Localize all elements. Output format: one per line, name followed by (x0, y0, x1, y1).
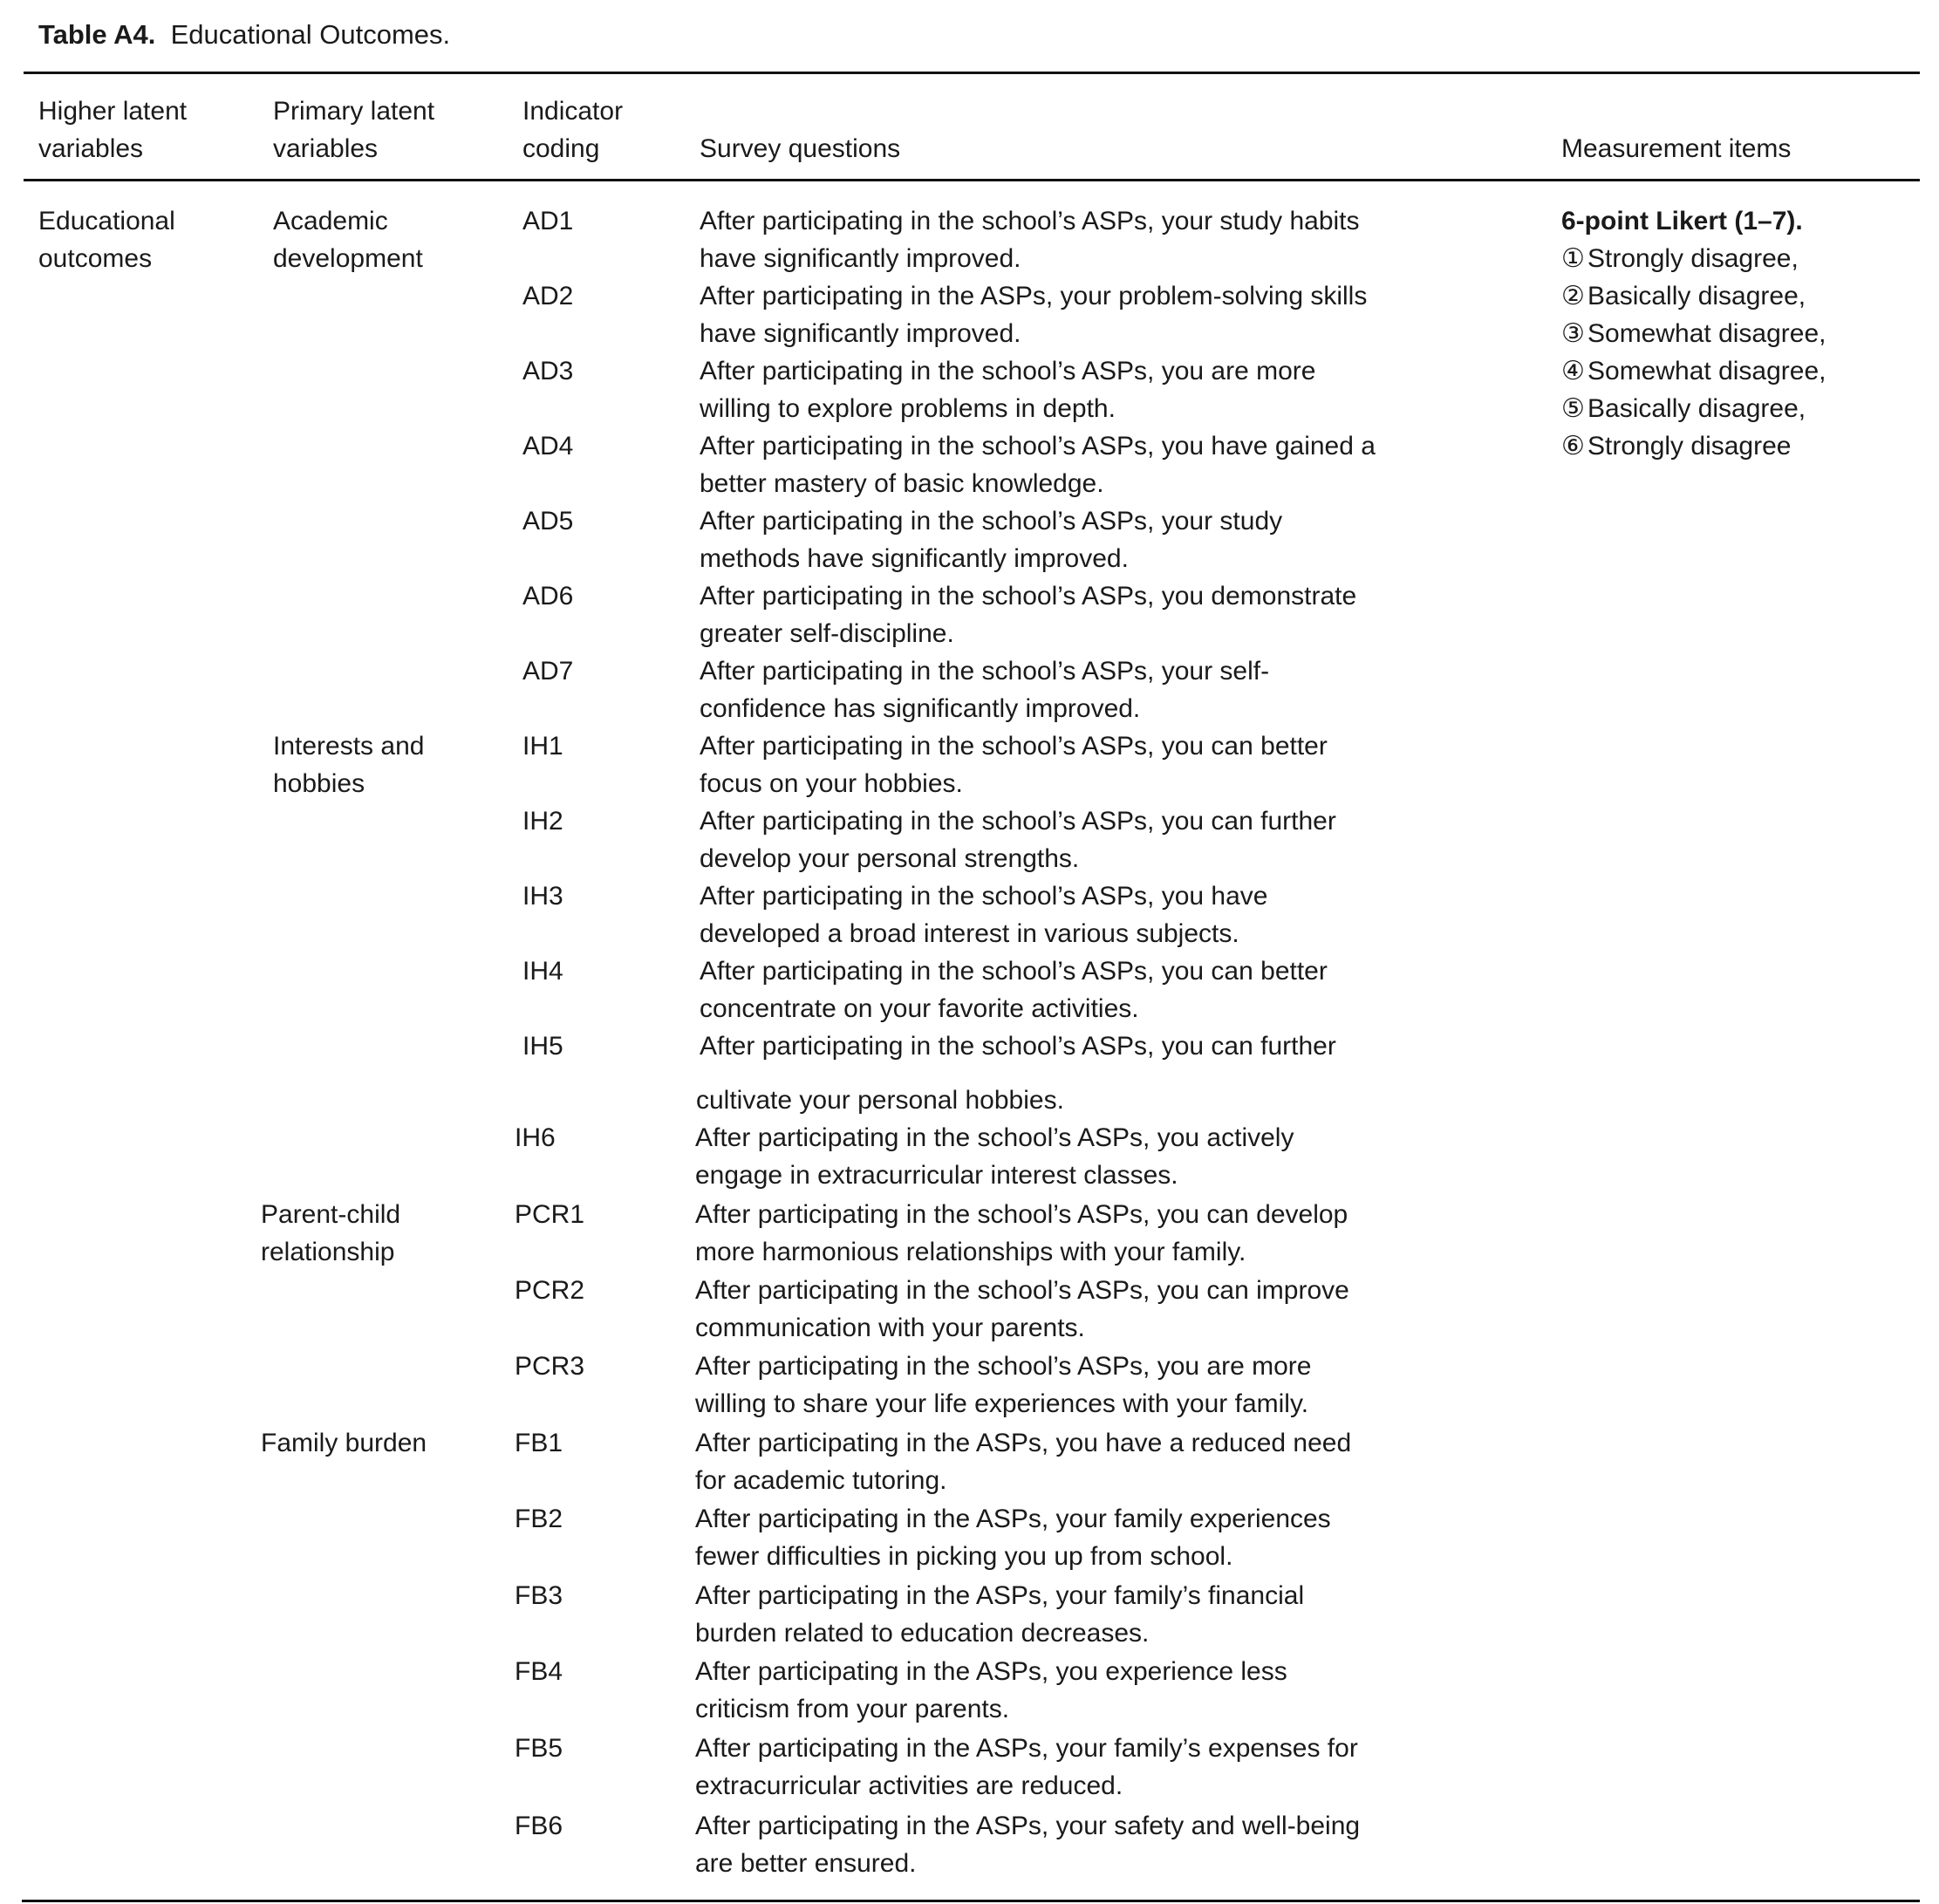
measurement-items (1561, 202, 1826, 465)
top-rule (24, 72, 1920, 74)
question-line: methods have significantly improved. (700, 544, 1129, 573)
question-line: After participating in the school’s ASPs, you have gained a (700, 432, 1376, 461)
indicator-code: AD4 (522, 432, 574, 461)
survey-question (700, 427, 1376, 502)
likert-option (1561, 240, 1826, 277)
circled-number: ⑥ (1561, 432, 1585, 461)
circled-number: ④ (1561, 357, 1585, 386)
cell-text: Parent-child (261, 1200, 401, 1229)
question-line: cultivate your personal hobbies. (696, 1086, 1064, 1115)
question-line: confidence has significantly improved. (700, 694, 1141, 723)
question-line: developed a broad interest in various subjects. (700, 919, 1239, 948)
question-line: willing to explore problems in depth. (700, 394, 1116, 423)
indicator-code: PCR1 (515, 1200, 585, 1229)
circled-number: ⑤ (1561, 394, 1585, 423)
header-text: Primary latent (273, 97, 435, 126)
question-line: After participating in the ASPs, your family experiences (695, 1505, 1331, 1533)
survey-question (696, 1027, 1336, 1119)
cell-text: Interests and (273, 732, 425, 761)
circled-number: ② (1561, 282, 1585, 311)
header-indicator-coding (522, 92, 623, 167)
likert-option (1561, 390, 1826, 427)
question-line: have significantly improved. (700, 319, 1021, 348)
indicator-code: FB6 (515, 1812, 563, 1840)
cell-text: development (273, 244, 423, 273)
question-line: After participating in the ASPs, your family’s expenses for (695, 1734, 1358, 1763)
cell-text: outcomes (38, 244, 153, 273)
indicator-code: AD7 (522, 657, 574, 686)
survey-question (700, 202, 1360, 277)
survey-question (700, 277, 1367, 352)
question-line: extracurricular activities are reduced. (695, 1771, 1123, 1800)
question-line: criticism from your parents. (695, 1695, 1010, 1723)
group-family-burden (261, 1424, 427, 1462)
survey-question (700, 577, 1356, 652)
indicator-code: FB5 (515, 1734, 563, 1763)
likert-option (1561, 427, 1826, 465)
question-line: After participating in the school’s ASPs, you can better (700, 957, 1328, 986)
group-academic-development (273, 202, 423, 277)
survey-question (700, 502, 1282, 577)
survey-question (695, 1272, 1349, 1347)
survey-question (695, 1807, 1360, 1882)
likert-label: Basically disagree, (1587, 282, 1806, 311)
cell-text: relationship (261, 1238, 395, 1266)
survey-question (700, 802, 1336, 877)
cell-text: Educational (38, 207, 175, 235)
question-line: have significantly improved. (700, 244, 1021, 273)
indicator-code: PCR3 (515, 1352, 585, 1381)
header-text: coding (522, 134, 600, 163)
question-line: After participating in the school’s ASPs, you are more (695, 1352, 1312, 1381)
question-line: better mastery of basic knowledge. (700, 469, 1104, 498)
question-line: greater self-discipline. (700, 619, 954, 648)
header-survey-questions: Survey questions (700, 134, 901, 163)
question-line: After participating in the ASPs, you have a reduced need (695, 1429, 1352, 1457)
header-text: variables (38, 134, 144, 163)
header-rule (24, 179, 1920, 181)
indicator-code: AD1 (522, 207, 574, 235)
likert-list (1561, 240, 1826, 465)
indicator-code: AD6 (522, 582, 574, 611)
survey-question (695, 1500, 1331, 1575)
header-higher-latent (38, 92, 187, 167)
indicator-code: IH5 (522, 1032, 563, 1061)
cell-text: hobbies (273, 769, 365, 798)
group-interests-hobbies (273, 727, 424, 802)
question-line: communication with your parents. (695, 1314, 1085, 1342)
header-text: Higher latent (38, 97, 188, 126)
indicator-code: IH3 (522, 882, 563, 911)
indicator-code: FB4 (515, 1657, 563, 1686)
survey-question (695, 1577, 1304, 1652)
question-line: for academic tutoring. (695, 1466, 947, 1495)
question-line: burden related to education decreases. (695, 1619, 1150, 1648)
likert-option (1561, 352, 1826, 390)
indicator-code: IH2 (522, 807, 563, 836)
question-line: After participating in the school’s ASPs, your study habits (700, 207, 1360, 235)
indicator-code: FB3 (515, 1581, 563, 1610)
question-line: focus on your hobbies. (700, 769, 963, 798)
survey-question (700, 952, 1328, 1027)
indicator-code: IH4 (522, 957, 563, 986)
question-line: After participating in the school’s ASPs, you can better (700, 732, 1328, 761)
likert-option (1561, 315, 1826, 352)
question-line: After participating in the school’s ASPs, your self- (700, 657, 1270, 686)
question-line: After participating in the ASPs, you experience less (695, 1657, 1287, 1686)
question-line: fewer difficulties in picking you up from school. (695, 1542, 1233, 1571)
likert-label: Somewhat disagree, (1587, 357, 1826, 386)
survey-question (700, 727, 1328, 802)
cell-text: Academic (273, 207, 388, 235)
question-line: After participating in the school’s ASPs, your study (700, 507, 1283, 536)
question-line: After participating in the school’s ASPs, you can improve (695, 1276, 1349, 1305)
header-text: Indicator (522, 97, 624, 126)
question-line: After participating in the school’s ASPs, you actively (695, 1123, 1294, 1152)
likert-label: Strongly disagree (1587, 432, 1792, 461)
question-line: After participating in the ASPs, your problem-solving skills (700, 282, 1368, 311)
survey-question (695, 1653, 1287, 1728)
question-line: concentrate on your favorite activities. (700, 994, 1139, 1023)
likert-label: Somewhat disagree, (1587, 319, 1826, 348)
question-line: After participating in the ASPs, your safety and well-being (695, 1812, 1361, 1840)
question-line: After participating in the school’s ASPs, you can further (700, 1032, 1336, 1061)
question-line: After participating in the ASPs, your family’s financial (695, 1581, 1305, 1610)
indicator-code: AD5 (522, 507, 574, 536)
table-title (38, 16, 450, 54)
survey-question (695, 1196, 1348, 1271)
survey-question (700, 652, 1269, 727)
circled-number: ③ (1561, 319, 1585, 348)
question-line: After participating in the school’s ASPs, you are more (700, 357, 1316, 386)
indicator-code: IH1 (522, 732, 563, 761)
survey-question (700, 352, 1315, 427)
survey-question (700, 877, 1268, 952)
indicator-code: AD2 (522, 282, 574, 311)
question-line: After participating in the school’s ASPs, you have (700, 882, 1268, 911)
question-line: After participating in the school’s ASPs, you can develop (695, 1200, 1348, 1229)
question-line: more harmonious relationships with your family. (695, 1238, 1246, 1266)
bottom-rule (22, 1900, 1920, 1902)
survey-question (695, 1119, 1294, 1194)
survey-question (695, 1348, 1311, 1423)
header-text: variables (273, 134, 379, 163)
table-caption: Educational Outcomes. (170, 19, 451, 50)
header-primary-latent (273, 92, 434, 167)
table-label: Table A4. (38, 19, 156, 50)
indicator-code: AD3 (522, 357, 574, 386)
indicator-code: IH6 (515, 1123, 556, 1152)
header-measurement-items: Measurement items (1561, 134, 1792, 163)
likert-label: Strongly disagree, (1587, 244, 1799, 273)
question-line: After participating in the school’s ASPs, you demonstrate (700, 582, 1357, 611)
circled-number: ① (1561, 244, 1585, 273)
question-line: willing to share your life experiences with your family. (695, 1389, 1309, 1418)
question-line: develop your personal strengths. (700, 844, 1080, 873)
survey-question (695, 1730, 1358, 1805)
likert-option (1561, 277, 1826, 315)
group-parent-child (261, 1196, 400, 1271)
cell-text: Family burden (261, 1429, 427, 1457)
question-line: are better ensured. (695, 1849, 917, 1878)
indicator-code: FB2 (515, 1505, 563, 1533)
survey-question (695, 1424, 1351, 1499)
likert-title: 6-point Likert (1–7). (1561, 207, 1803, 235)
indicator-code: FB1 (515, 1429, 563, 1457)
higher-latent-variable (38, 202, 175, 277)
question-line: engage in extracurricular interest classes. (695, 1161, 1178, 1190)
indicator-code: PCR2 (515, 1276, 585, 1305)
question-line: After participating in the school’s ASPs, you can further (700, 807, 1336, 836)
likert-label: Basically disagree, (1587, 394, 1806, 423)
